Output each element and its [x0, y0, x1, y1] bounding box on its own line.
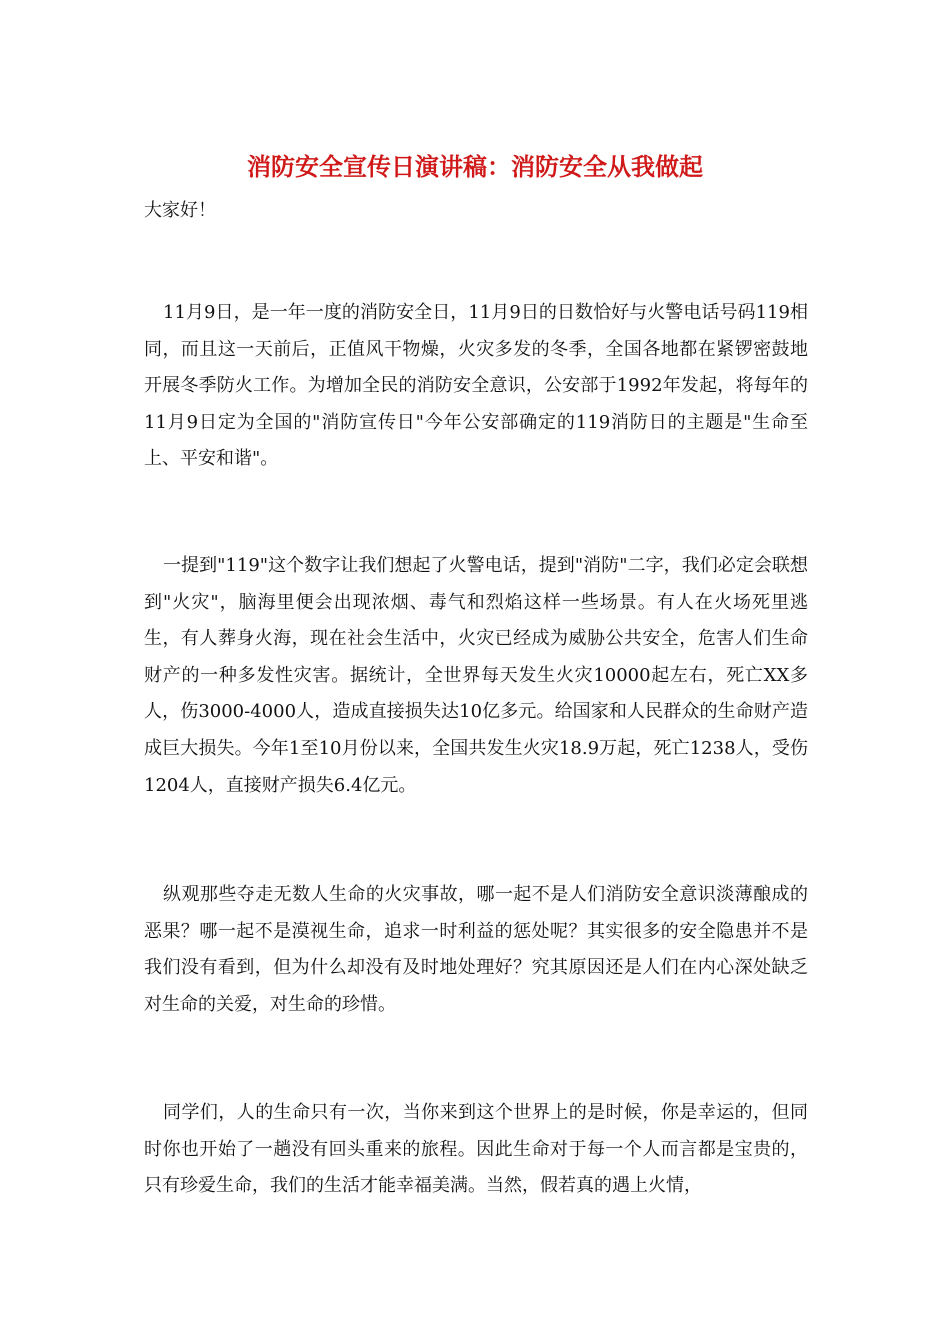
paragraph-4: 同学们，人的生命只有一次，当你来到这个世界上的是时候，你是幸运的，但同时你也开始了一趟没有回头重来的旅程。因此生命对于每一个人而言都是宝贵的，只有珍爱生命，我们的生活才能幸福美满。当然，假若真的遇上火情，: [144, 1102, 808, 1197]
greeting: 大家好！: [144, 200, 216, 221]
paragraph-2: 一提到"119"这个数字让我们想起了火警电话，提到"消防"二字，我们必定会联想到"火灾"，脑海里便会出现浓烟、毒气和烈焰这样一些场景。有人在火场死里逃生，有人葬身火海，现在社会生活中，火灾已经成为威胁公共安全，危害人们生命财产的一种多发性灾害。据统计，全世界每天发生火灾10000起左右，死亡XX多人，伤3000-4000人，造成直接损失达10亿多元。给国家和人民群众的生命财产造成巨大损失。今年1至10月份以来，全国共发生火灾18.9万起，死亡1238人，受伤1204人，直接财产损失6.4亿元。: [144, 555, 808, 796]
paragraph-1: 11月9日，是一年一度的消防安全日，11月9日的日数恰好与火警电话号码119相同，而且这一天前后，正值风干物燥，火灾多发的冬季，全国各地都在紧锣密鼓地开展冬季防火工作。为增加全民的消防安全意识，公安部于1992年发起，将每年的11月9日定为全国的"消防宣传日"今年公安部确定的119消防日的主题是"生命至上、平安和谐"。: [144, 302, 808, 470]
paragraph-3: 纵观那些夺走无数人生命的火灾事故，哪一起不是人们消防安全意识淡薄酿成的恶果？哪一起不是漠视生命，追求一时利益的惩处呢？其实很多的安全隐患并不是我们没有看到，但为什么却没有及时地处理好？究其原因还是人们在内心深处缺乏对生命的关爱，对生命的珍惜。: [144, 884, 808, 1015]
document-title: 消防安全宣传日演讲稿：消防安全从我做起: [247, 153, 703, 181]
